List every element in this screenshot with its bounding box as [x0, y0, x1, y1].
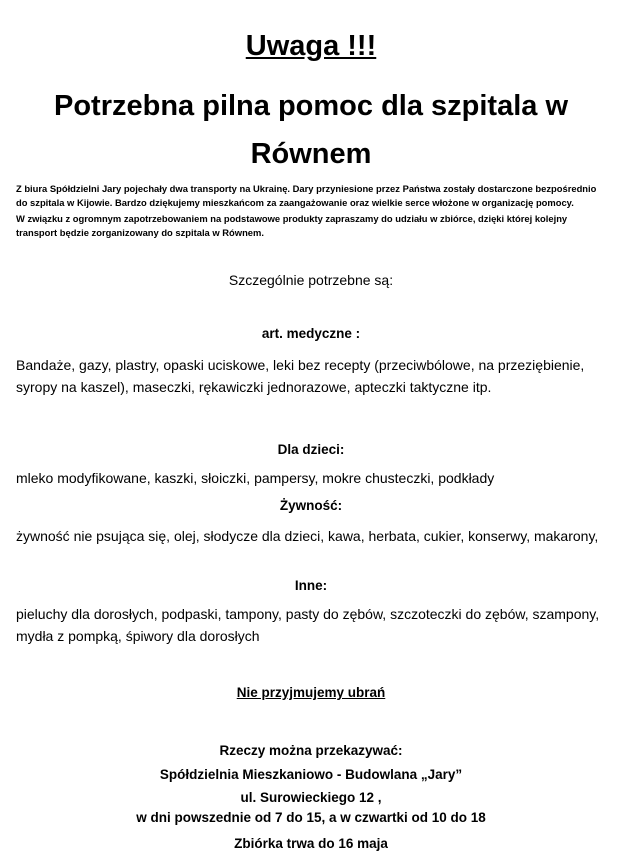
dropoff-hours: w dni powszednie od 7 do 15, a w czwartki od 10 do 18	[136, 810, 486, 825]
other-heading: Inne:	[294, 578, 328, 593]
warning-title: Uwaga !!!	[245, 30, 377, 62]
dropoff-label: Rzeczy można przekazywać:	[219, 743, 403, 758]
medical-heading: art. medyczne :	[261, 326, 361, 341]
food-heading: Żywność:	[279, 498, 343, 513]
food-items: żywność nie psująca się, olej, słodycze dla dzieci, kawa, herbata, cukier, konserwy, makarony,	[16, 528, 599, 544]
dropoff-street: ul. Surowieckiego 12 ,	[240, 790, 382, 805]
no-clothes-notice: Nie przyjmujemy ubrań	[236, 685, 386, 700]
dropoff-organization: Spółdzielnia Mieszkaniowo - Budowlana „Jary”	[159, 767, 463, 782]
collection-deadline: Zbiórka trwa do 16 maja	[234, 836, 388, 851]
kids-items: mleko modyfikowane, kaszki, słoiczki, pampersy, mokre chusteczki, podkłady	[16, 470, 495, 486]
needed-heading: Szczególnie potrzebne są:	[228, 272, 394, 288]
page-title: Potrzebna pilna pomoc dla szpitala w Równem	[53, 90, 569, 170]
intro-paragraph-1: Z biura Spółdzielni Jary pojechały dwa transporty na Ukrainę. Dary przyniesione przez Państwa zostały dostarczone bezpośrednio do szpitala w Kijowie. Bardzo dziękujemy mieszkańcom za zaangażowanie oraz wielkie serce włożone w organizację pomocy.	[16, 183, 597, 208]
other-items: pieluchy dla dorosłych, podpaski, tampony, pasty do zębów, szczoteczki do zębów, szampony, mydła z pompką, śpiwory dla dorosłych	[16, 606, 600, 644]
medical-items: Bandaże, gazy, plastry, opaski uciskowe, leki bez recepty (przeciwbólowe, na przeziębienie, syropy na kaszel), maseczki, rękawiczki jednorazowe, apteczki taktyczne itp.	[16, 357, 585, 395]
kids-heading: Dla dzieci:	[277, 442, 345, 457]
intro-paragraph-2: W związku z ogromnym zapotrzebowaniem na podstawowe produkty zapraszamy do udziału w zbiórce, dzięki której kolejny transport będzie zorganizowany do szpitala w Równem.	[16, 213, 568, 238]
